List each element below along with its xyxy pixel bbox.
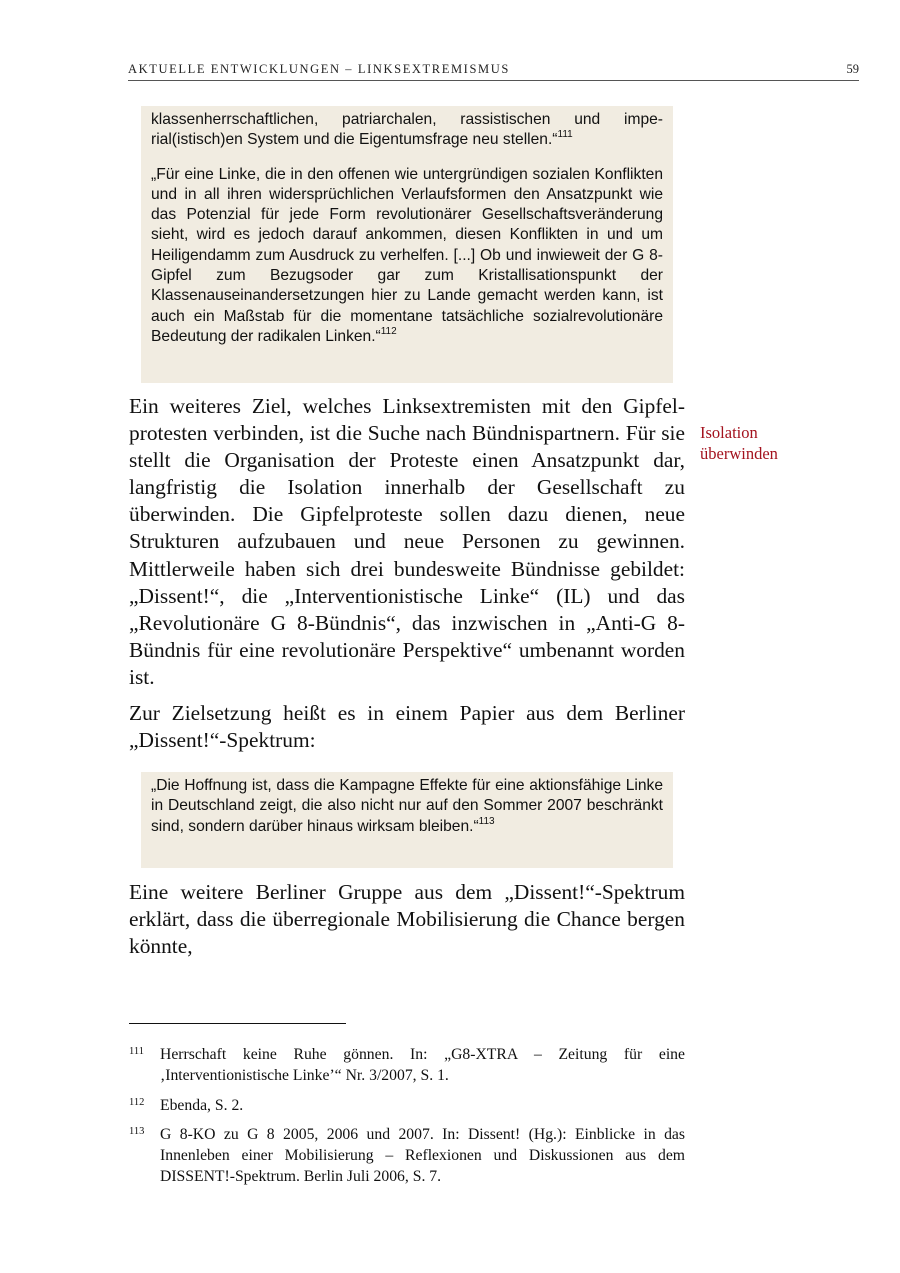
footnote-ref: 112 xyxy=(380,325,397,337)
quote-text: klassenherrschaftlichen, patriarchalen, rassistischen und imperial(istisch)en System und die Eigentumsfrage neu stellen.“ xyxy=(151,111,663,149)
footnote-text: Ebenda, S. 2. xyxy=(160,1097,244,1114)
quote-text: „Die Hoffnung ist, dass die Kampagne Effekte für eine aktionsfähige Linke in Deutschland zeigt, die also nicht nur auf den Sommer 2007 beschränkt sind, sondern darüber hinaus wirksam bleiben.“ xyxy=(151,777,663,835)
footnote-number: 111 xyxy=(129,1046,144,1057)
page-number: 59 xyxy=(846,62,859,76)
footnote-separator xyxy=(129,1023,346,1024)
margin-note xyxy=(700,422,820,464)
quote-paragraph xyxy=(151,165,663,348)
margin-note-line: Isolation xyxy=(700,423,758,442)
running-title: AKTUELLE ENTWICKLUNGEN – LINKSEXTREMISMUS xyxy=(128,62,510,76)
footnote xyxy=(129,1044,685,1086)
body-paragraph: Ein weiteres Ziel, welches Linksextremisten mit den Gipfelprotesten verbinden, ist die Suche nach Bündnispartnern. Für sie stellt die Organisation der Proteste einen Ansatzpunkt dar, langfristig die Isolation innerhalb der Gesellschaft zu überwinden. Die Gipfelproteste sollen dazu dienen, neue Strukturen aufzubauen und neue Personen zu gewinnen. Mittlerweile haben sich drei bundesweite Bündnisse gebildet: „Dissent!“, die „Interventionistische Linke“ (IL) und das „Revolutionäre G 8-Bündnis“, das inzwischen in „Anti-G 8-Bündnis für eine revolutionäre Perspektive“ umbenannt worden ist. xyxy=(129,394,685,689)
body-paragraph: Eine weitere Berliner Gruppe aus dem „Dissent!“-Spektrum erklärt, dass die überregionale Mobilisierung die Chance bergen könnte, xyxy=(129,880,685,959)
footnote-number: 113 xyxy=(129,1126,145,1137)
block-quote-1 xyxy=(141,106,673,383)
quote-paragraph xyxy=(151,110,663,151)
margin-note-line: überwinden xyxy=(700,444,778,463)
quote-text: „Für eine Linke, die in den offenen wie untergründigen sozialen Konflikten und in all ihren widersprüchlichen Verlaufsformen den Ansatzpunkt wie das Potenzial für jede Form revolutionärer Gesellschaftsveränderung sieht, wird es jedoch darauf ankommen, diesen Konflikten in und um Heiligendamm zum Ausdruck zu verhelfen. [...] Ob und inwieweit der G 8-Gipfel zum Bezugsoder gar zum Kristallisationspunkt der Klassenauseinandersetzungen hier zu Lande gemacht werden kann, ist auch ein Maßstab für die momentane tatsächliche sozialrevolutionäre Bedeutung der radikalen Linken.“ xyxy=(151,165,663,345)
footnote-number: 112 xyxy=(129,1097,145,1108)
footnote xyxy=(129,1095,685,1116)
footnote xyxy=(129,1124,685,1187)
footnote-ref: 113 xyxy=(478,815,495,827)
block-quote-2 xyxy=(141,772,673,868)
footnote-text: G 8-KO zu G 8 2005, 2006 und 2007. In: Dissent! (Hg.): Einblicke in das Innenleben einer Mobilisierung – Reflexionen und Diskussionen aus dem DISSENT!-Spektrum. Berlin Juli 2006, S. 7. xyxy=(160,1126,685,1185)
footnote-ref: 111 xyxy=(557,129,573,141)
running-header xyxy=(128,62,859,81)
quote-paragraph xyxy=(151,776,663,837)
body-paragraph: Zur Zielsetzung heißt es in einem Papier aus dem Berliner „Dissent!“-Spektrum: xyxy=(129,701,685,753)
footnote-text: Herrschaft keine Ruhe gönnen. In: „G8-XTRA – Zeitung für eine ‚Interventionistische Linke’“ Nr. 3/2007, S. 1. xyxy=(160,1046,685,1084)
